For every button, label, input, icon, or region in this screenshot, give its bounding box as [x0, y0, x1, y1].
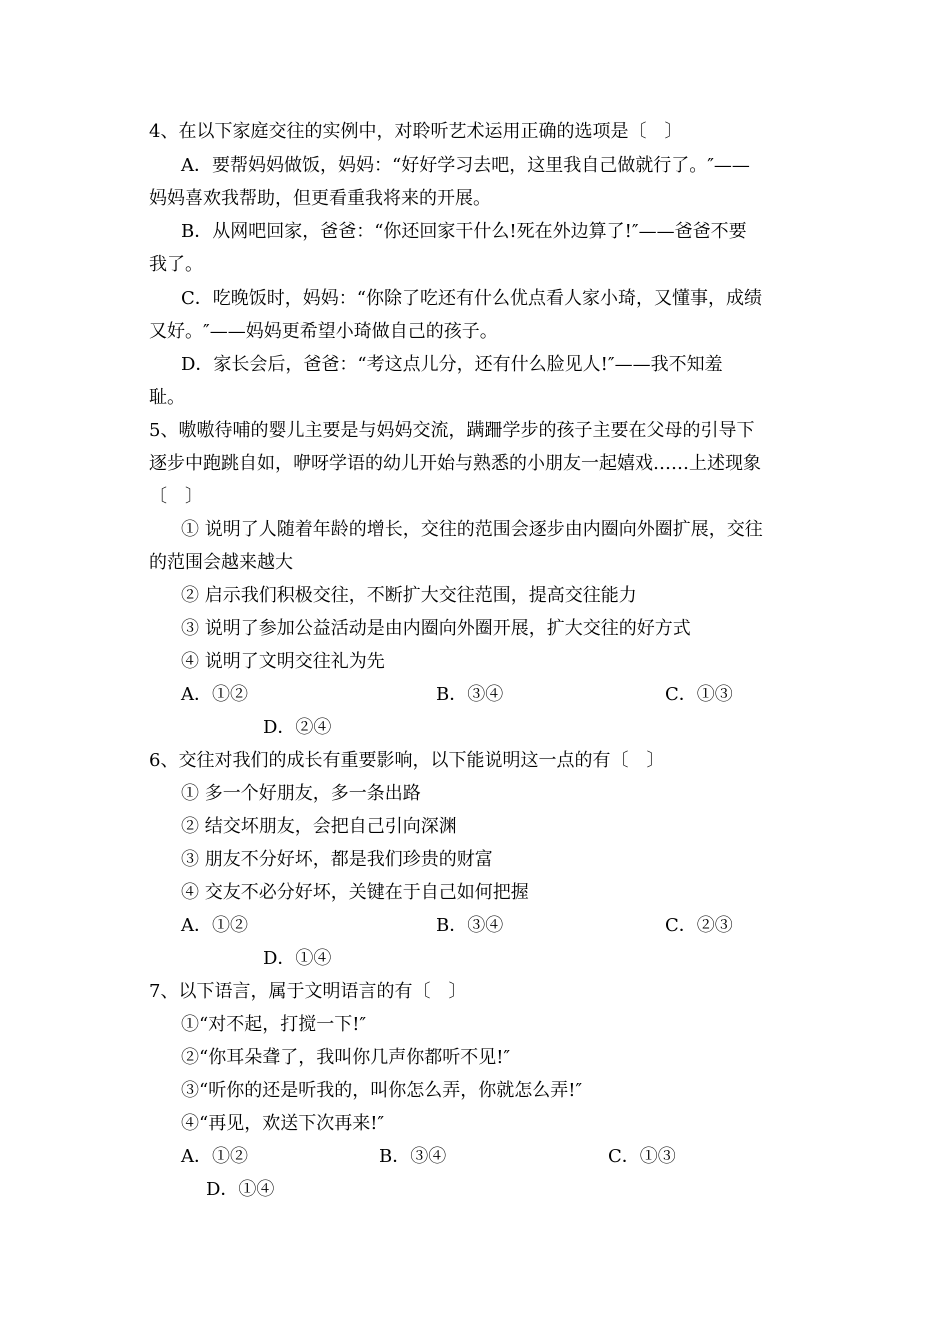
question-7-choice-a: A．①②: [181, 1146, 248, 1167]
question-5-item-2: ② 启示我们积极交往，不断扩大交往范围，提高交往能力: [181, 585, 637, 606]
question-5-choice-b: B．③④: [436, 684, 504, 705]
question-4-option-c: C．吃晚饭时，妈妈：“你除了吃还有什么优点看人家小琦，又懂事，成绩: [181, 288, 762, 309]
question-5-answer-bracket: 〔 〕: [149, 486, 203, 507]
question-6-item-4: ④ 交友不必分好坏，关键在于自己如何把握: [181, 882, 529, 903]
question-7-choice-c: C．①③: [608, 1146, 676, 1167]
question-5-choice-a: A．①②: [181, 684, 248, 705]
question-4-option-c-cont: 又好。″——妈妈更希望小琦做自己的孩子。: [149, 321, 498, 342]
question-4-option-a: A．要帮妈妈做饭，妈妈：“好好学习去吧，这里我自己做就行了。″——: [181, 155, 750, 176]
question-5-choice-d: D．②④: [263, 717, 332, 738]
question-6-choice-c: C．②③: [665, 915, 733, 936]
question-5-item-3: ③ 说明了参加公益活动是由内圈向外圈开展，扩大交往的好方式: [181, 618, 691, 639]
question-5-stem-cont: 逐步中跑跳自如，咿呀学语的幼儿开始与熟悉的小朋友一起嬉戏……上述现象: [149, 453, 761, 474]
question-5-item-1-cont: 的范围会越来越大: [149, 552, 293, 573]
question-7-choice-d: D．①④: [206, 1179, 275, 1200]
question-5-item-1: ① 说明了人随着年龄的增长，交往的范围会逐步由内圈向外圈扩展，交往: [181, 519, 763, 540]
question-5-item-4: ④ 说明了文明交往礼为先: [181, 651, 385, 672]
question-6-item-1: ① 多一个好朋友，多一条出路: [181, 783, 421, 804]
question-7-item-1: ①“对不起，打搅一下!″: [181, 1014, 367, 1035]
question-4-option-a-cont: 妈妈喜欢我帮助，但更看重我将来的开展。: [149, 188, 491, 209]
question-7-item-3: ③“听你的还是听我的，叫你怎么弄，你就怎么弄!″: [181, 1080, 583, 1101]
question-6-stem: 6、交往对我们的成长有重要影响，以下能说明这一点的有〔 〕: [149, 750, 665, 771]
question-6-choice-d: D．①④: [263, 948, 332, 969]
question-7-item-2: ②“你耳朵聋了，我叫你几声你都听不见!″: [181, 1047, 511, 1068]
question-6-item-3: ③ 朋友不分好坏，都是我们珍贵的财富: [181, 849, 493, 870]
question-4-option-d-cont: 耻。: [149, 387, 185, 408]
question-7-stem: 7、以下语言，属于文明语言的有〔 〕: [149, 981, 467, 1002]
question-7-choice-b: B．③④: [379, 1146, 447, 1167]
question-5-choice-c: C．①③: [665, 684, 733, 705]
question-6-choice-b: B．③④: [436, 915, 504, 936]
question-4-option-b-cont: 我了。: [149, 254, 203, 275]
question-4-option-b: B．从网吧回家，爸爸：“你还回家干什么!死在外边算了!″——爸爸不要: [181, 221, 747, 242]
question-4-option-d: D．家长会后，爸爸：“考这点儿分，还有什么脸见人!″——我不知羞: [181, 354, 723, 375]
question-7-item-4: ④“再见，欢送下次再来!″: [181, 1113, 385, 1134]
question-4-stem: 4、在以下家庭交往的实例中，对聆听艺术运用正确的选项是〔 〕: [149, 121, 683, 142]
question-6-item-2: ② 结交坏朋友，会把自己引向深渊: [181, 816, 457, 837]
question-6-choice-a: A．①②: [181, 915, 248, 936]
question-5-stem: 5、嗷嗷待哺的婴儿主要是与妈妈交流，蹒跚学步的孩子主要在父母的引导下: [149, 420, 755, 441]
